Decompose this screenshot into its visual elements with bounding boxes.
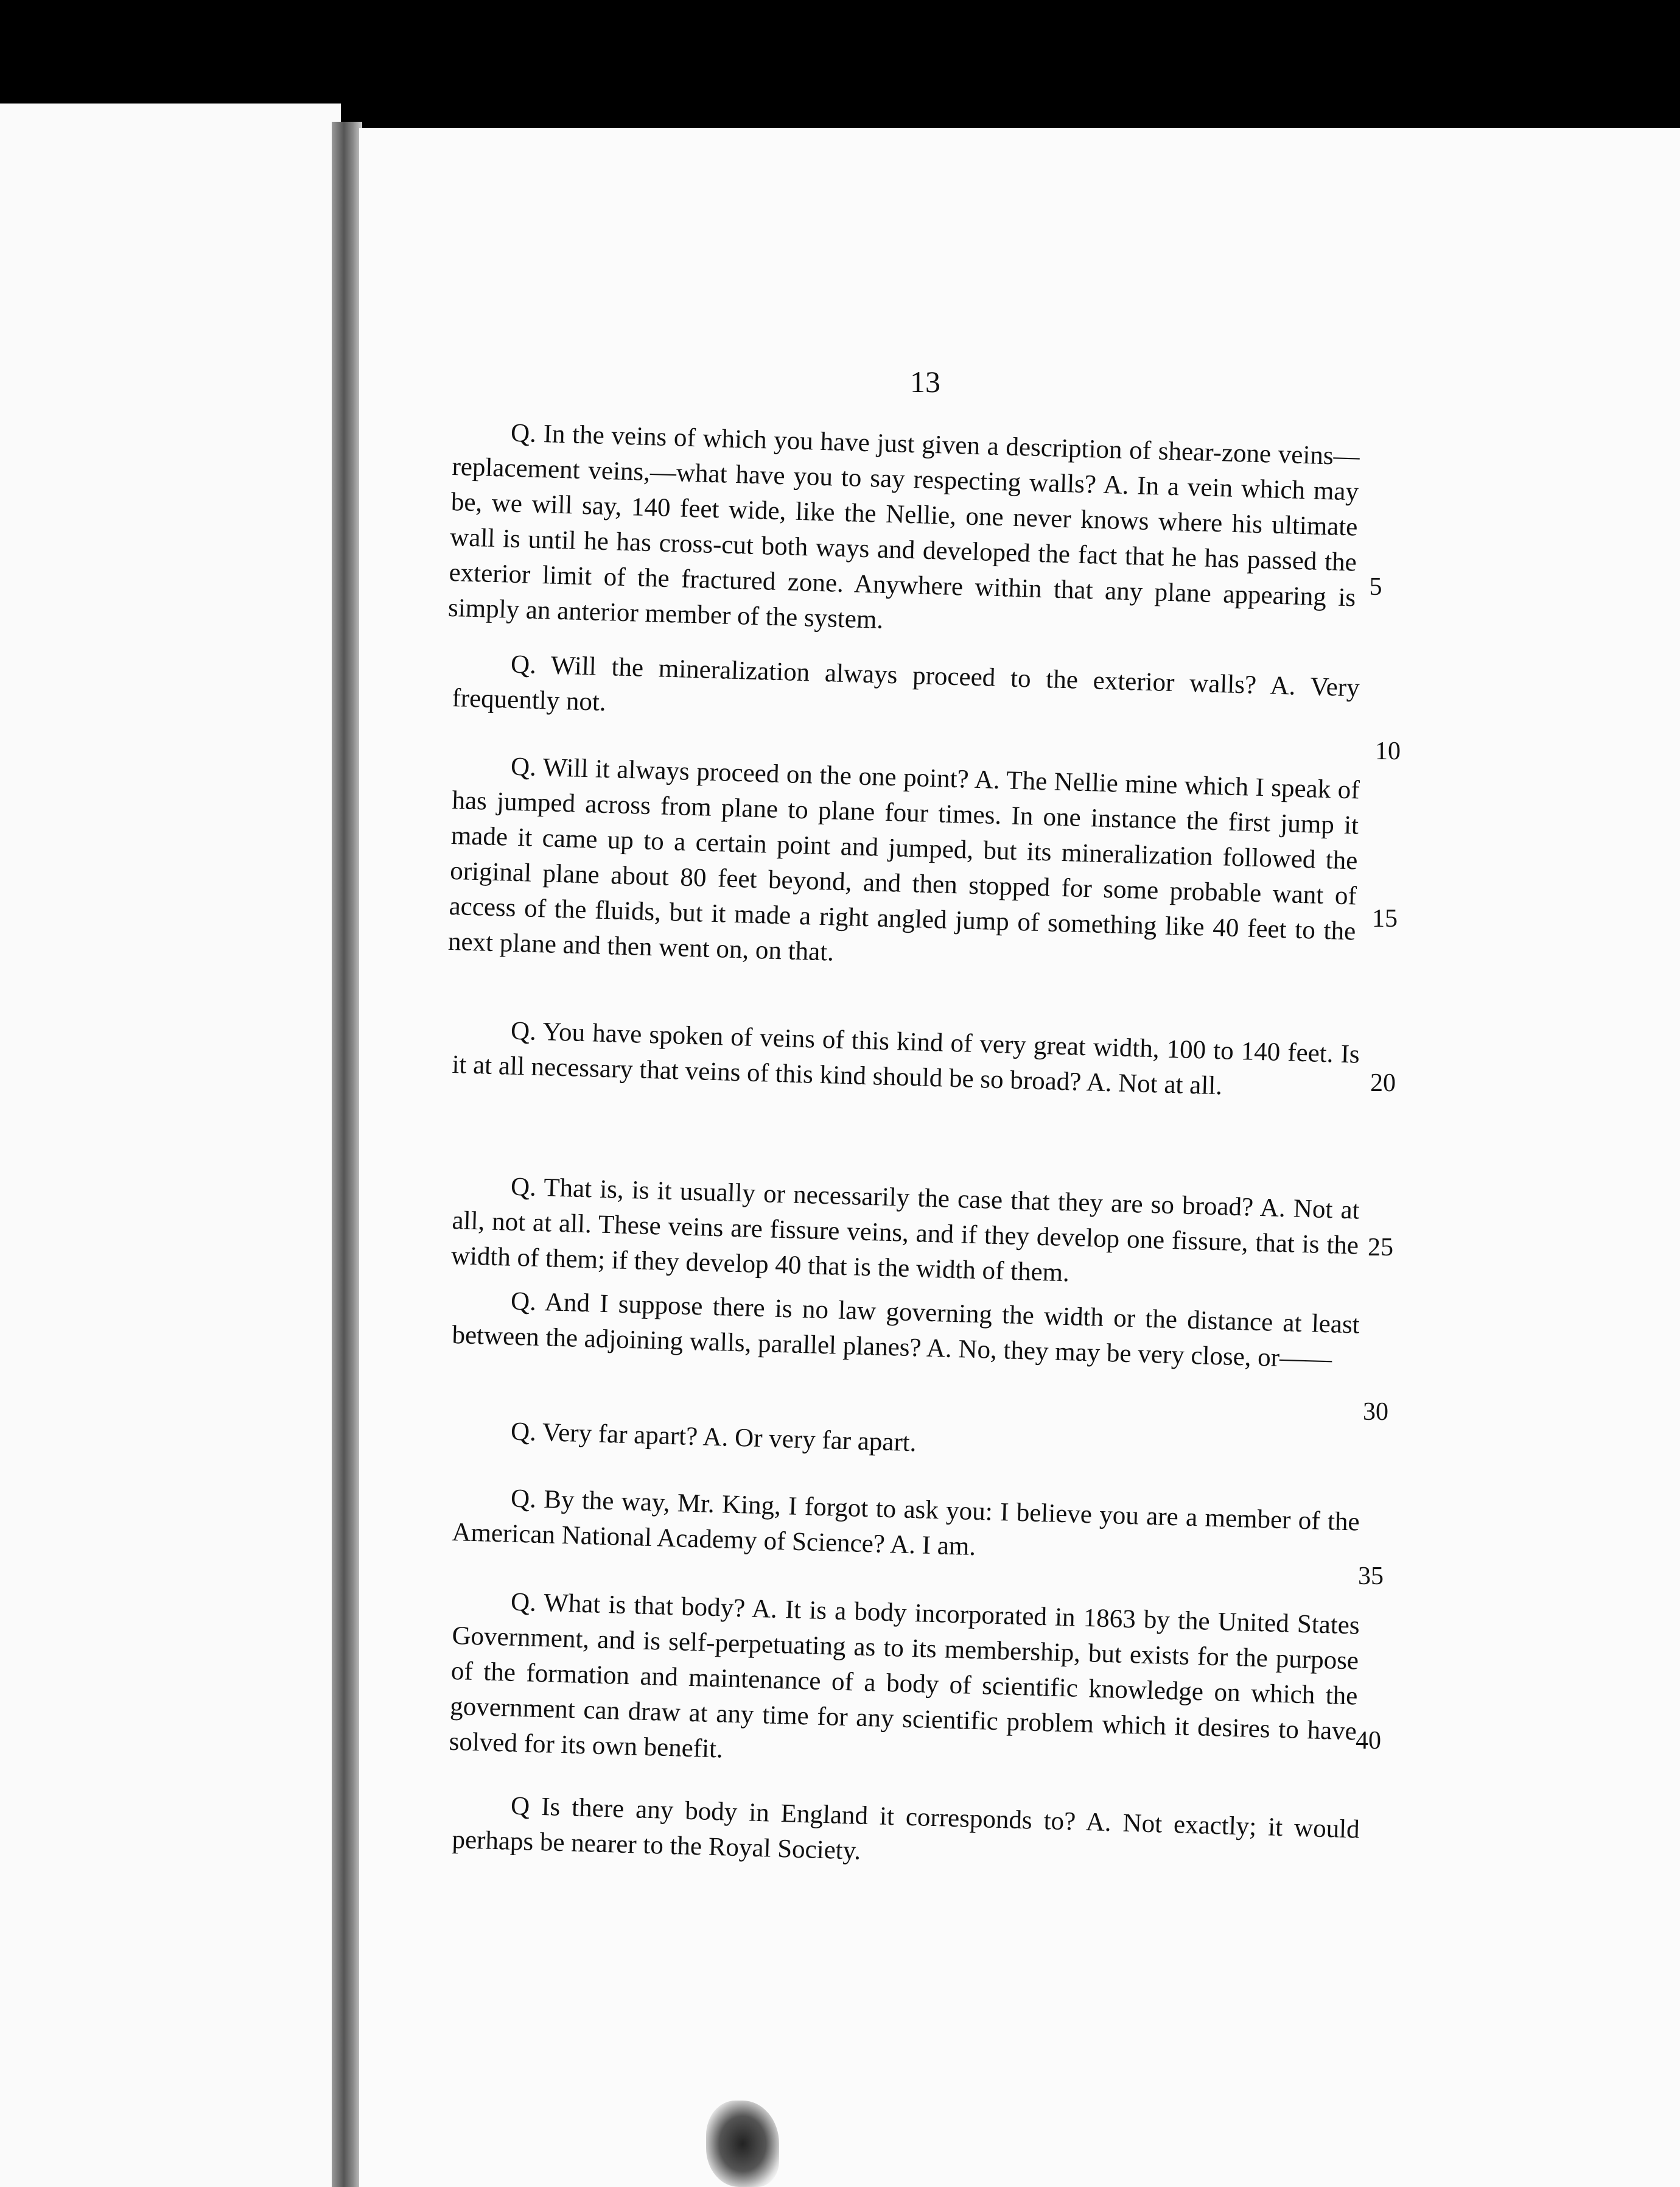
paragraph-vein-width: Q. You have spoken of veins of this kind of very great width, 100 to 140 feet. Is it at all necessary that veins of this kind should be so broad? A. Not at all. bbox=[451, 1016, 1360, 1101]
paragraph-nellie-mine: Q. Will it always proceed on the one point? A. The Nellie mine which I speak of has jumped across from plane to plane four times. In one instance the first jump it made it came up to a certain point and jumped, but its mineralization followed the original plane about 80 feet beyond, and then stopped for some probable want of access of the fluids, but it made a right angled jump of something like 40 feet to the next plane and then went on, on that. bbox=[447, 752, 1360, 967]
paragraph-far-apart: Q. Very far apart? A. Or very far apart. bbox=[510, 1417, 917, 1458]
line-number-20: 20 bbox=[1370, 1069, 1396, 1097]
paragraph-block-1 bbox=[447, 414, 1360, 651]
book-spine bbox=[332, 122, 362, 2187]
left-page bbox=[0, 104, 341, 2187]
paragraph-academy: Q. By the way, Mr. King, I forgot to ask you: I believe you are a member of the American National Academy of Science? A. I am. bbox=[451, 1484, 1360, 1561]
paragraph-block-3 bbox=[447, 748, 1360, 985]
line-number-5: 5 bbox=[1369, 573, 1382, 601]
ink-smudge bbox=[706, 2101, 779, 2187]
paragraph-walls: Q. In the veins of which you have just given a description of shear-zone veins—replacement veins,—what have you to say respecting walls? A. In a vein which may be, we will say, 140 feet wide, like the Nellie, one never knows where his ultimate wall is until he has cross-cut both ways and developed the fact that he has passed the exterior limit of the fractured zone. Anywhere within that any plane appearing is simply an anterior member of the system. bbox=[447, 418, 1360, 634]
paragraph-fissure-veins: Q. That is, is it usually or necessarily the case that they are so broad? A. Not at all, not at all. These veins are fissure veins, and if they develop one fissure, that is the width of them; if they develop 40 that is the width of them. bbox=[450, 1172, 1360, 1288]
paragraph-body-description: Q. What is that body? A. It is a body incorporated in 1863 by the United States Government, and is self-perpetuating as to its membership, but exists for the purpose of the formation and maintenance of a body of scientific knowledge on which the government can draw at any time for any scientific problem which it desires to have solved for its own benefit. bbox=[449, 1587, 1360, 1764]
page-number: 13 bbox=[910, 365, 940, 399]
line-number-35: 35 bbox=[1358, 1562, 1384, 1590]
line-number-40: 40 bbox=[1356, 1727, 1381, 1755]
paragraph-block-9 bbox=[449, 1583, 1360, 1785]
line-number-15: 15 bbox=[1372, 905, 1398, 933]
paragraph-mineralization: Q. Will the mineralization always proceed to the exterior walls? A. Very frequently not. bbox=[451, 650, 1360, 717]
line-number-25: 25 bbox=[1368, 1234, 1393, 1262]
line-number-30: 30 bbox=[1363, 1398, 1388, 1426]
line-number-10: 10 bbox=[1375, 737, 1401, 765]
paragraph-parallel-planes: Q. And I suppose there is no law governing the width or the distance at least between the adjoining walls, parallel planes? A. No, they may be very close, or—— bbox=[451, 1287, 1360, 1374]
paragraph-royal-society: Q Is there any body in England it corresponds to? A. Not exactly; it would perhaps be nearer to the Royal Society. bbox=[451, 1791, 1360, 1866]
